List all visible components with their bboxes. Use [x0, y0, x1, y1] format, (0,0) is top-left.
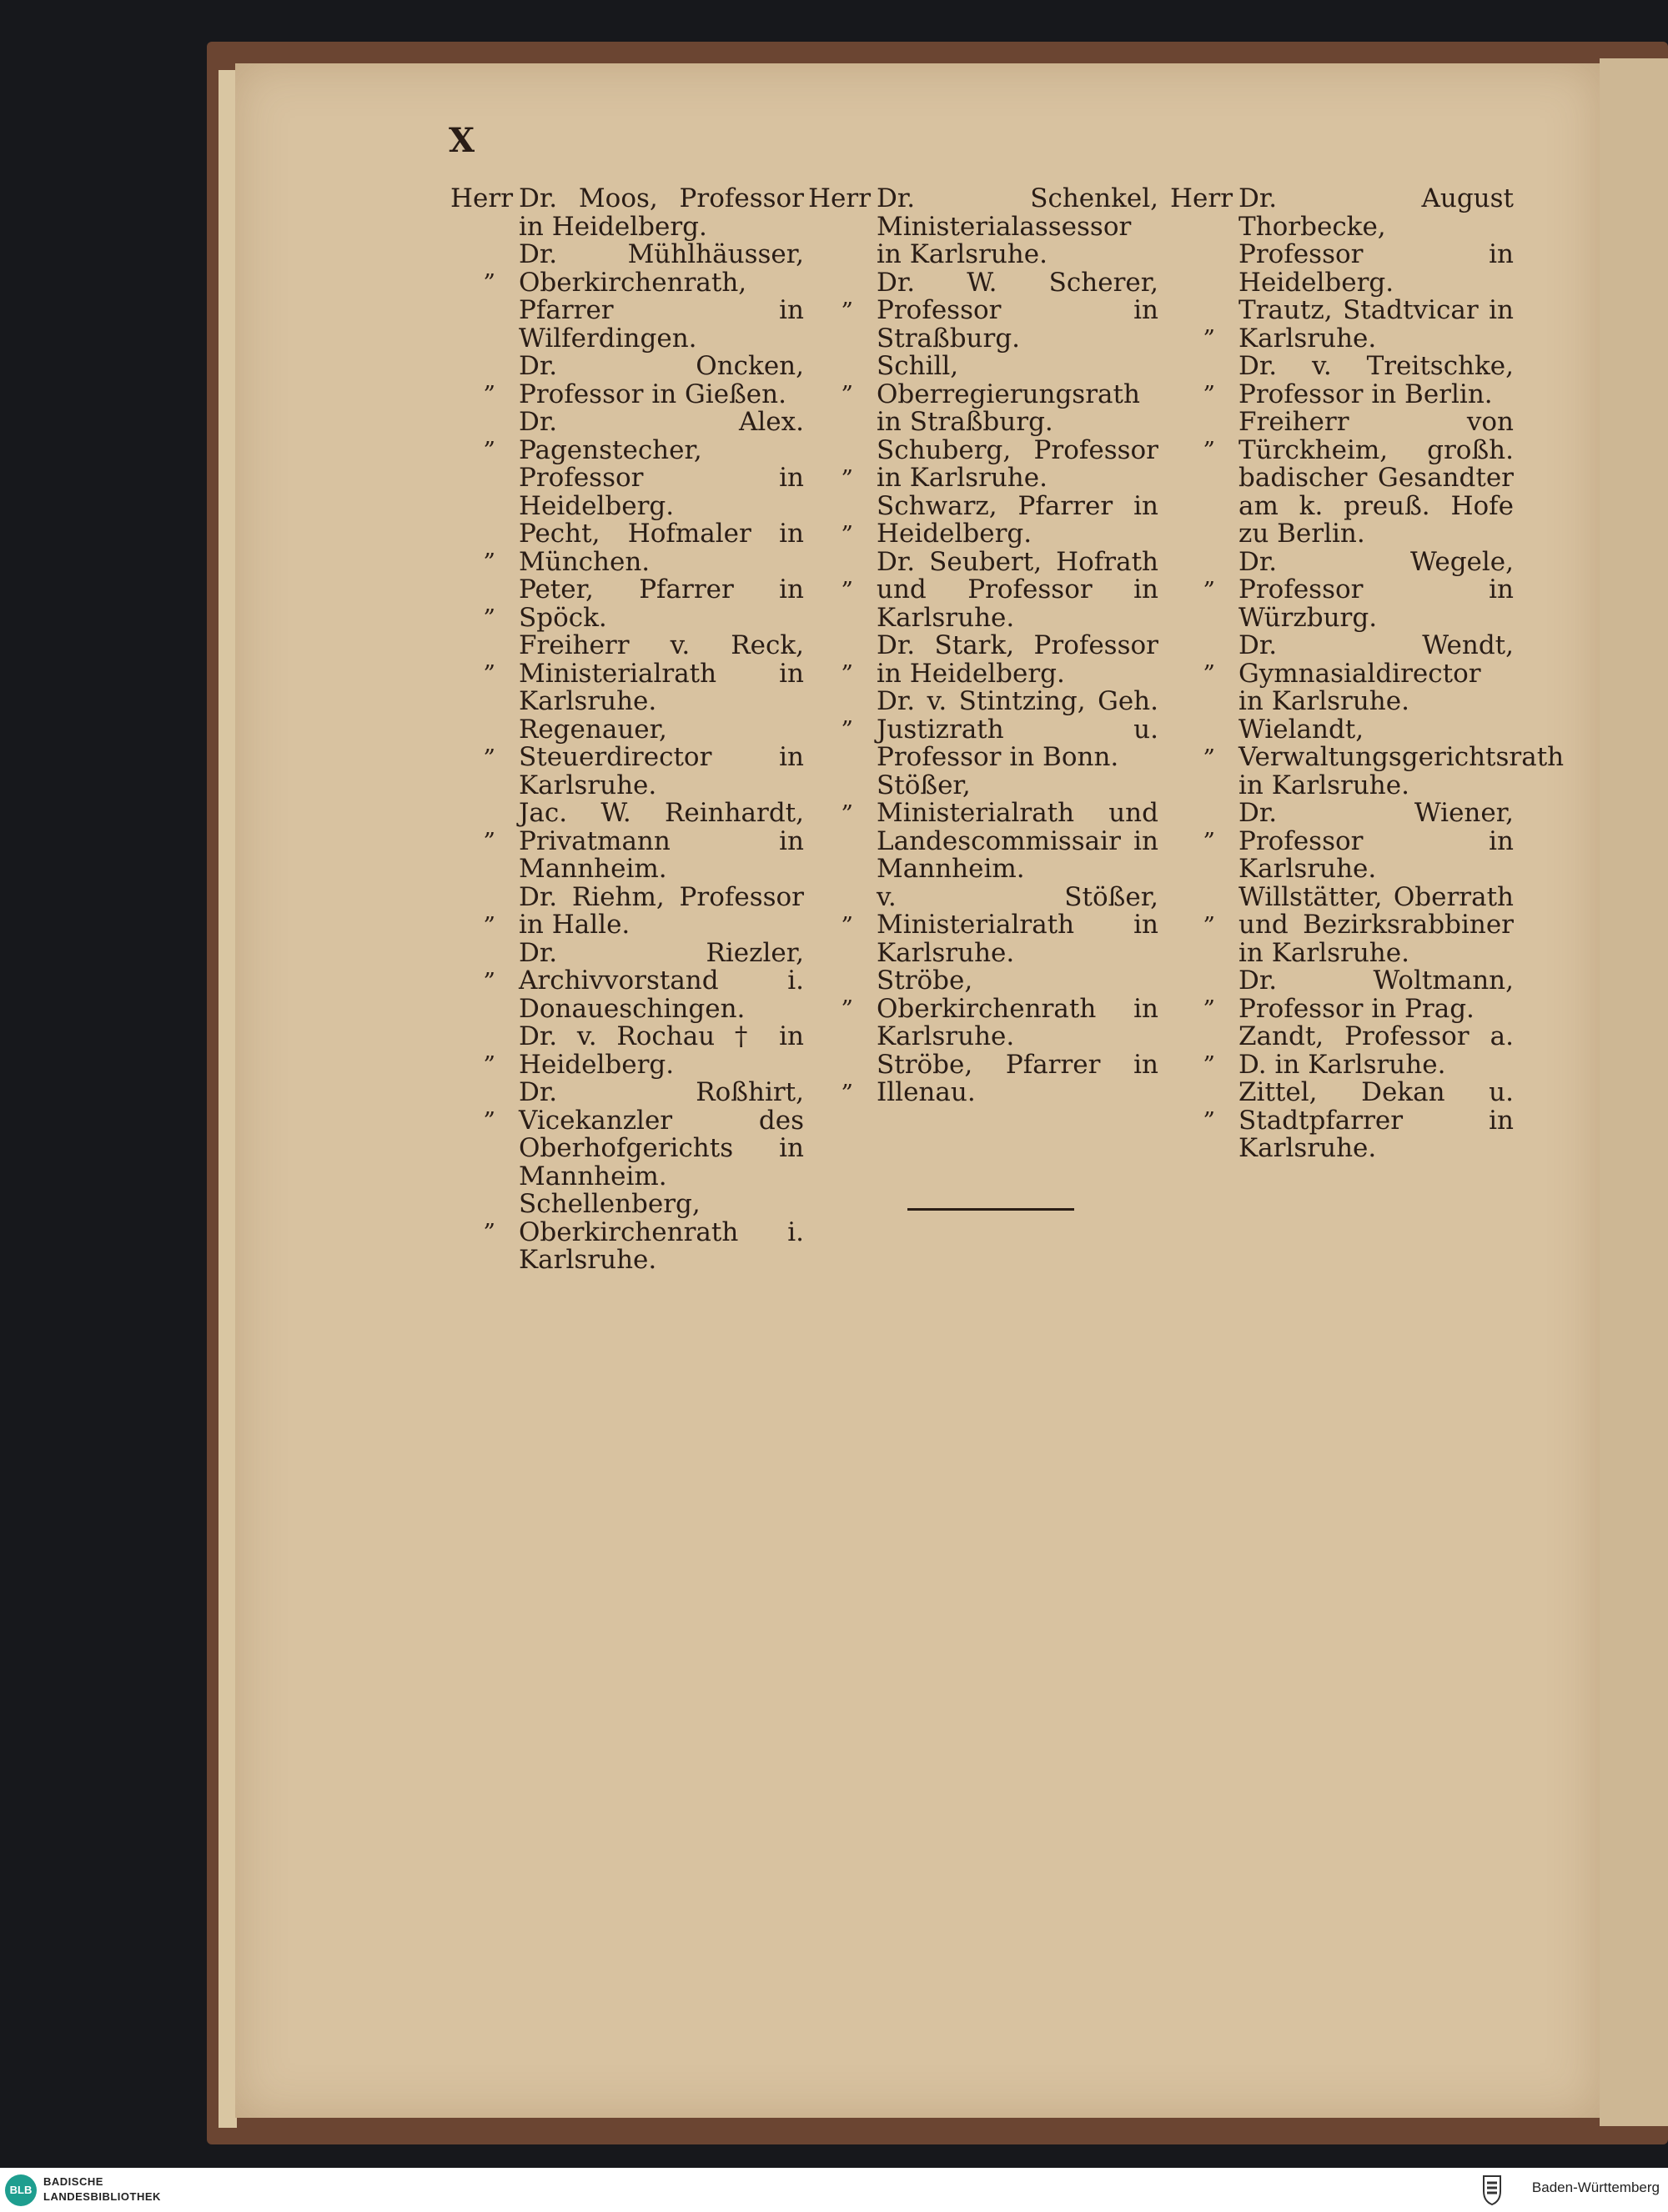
- entry-text: Dr. Wiener, Professor in Karlsruhe.: [1238, 798, 1514, 884]
- directory-entry: [450, 632, 804, 716]
- entry-text: Schill, Oberregierungsrath in Straßburg.: [877, 351, 1140, 437]
- directory-entry: [808, 772, 1158, 884]
- directory-entry: [450, 1023, 804, 1079]
- entry-text: Jac. W. Reinhardt, Privatmann in Mannheim.: [519, 798, 804, 884]
- entry-text: Dr. Wendt, Gymnasialdirector in Karlsruhe.: [1238, 630, 1514, 716]
- ditto-mark: „: [842, 1064, 854, 1092]
- entry-text: Dr. Riezler, Archivvorstand i. Donaueschingen.: [519, 937, 804, 1024]
- entry-text: Freiherr v. Reck, Ministerialrath in Karlsruhe.: [519, 630, 804, 716]
- directory-entry: [450, 241, 804, 353]
- facing-page-edge: [1600, 58, 1668, 2126]
- directory-entry: [450, 881, 804, 940]
- entry-text: Dr. W. Scherer, Professor in Straßburg.: [877, 267, 1158, 354]
- section-divider: [907, 1208, 1074, 1211]
- honorific-label: Herr: [808, 183, 872, 213]
- entry-text: Dr. v. Rochau † in Heidelberg.: [519, 1021, 804, 1080]
- directory-entry: [450, 185, 804, 241]
- directory-entry: [1170, 800, 1514, 884]
- directory-entry: [808, 688, 1158, 772]
- ditto-mark: „: [842, 981, 854, 1008]
- directory-entry: [1170, 714, 1565, 800]
- directory-entry: [808, 490, 1158, 549]
- entry-text: Dr. August Thorbecke, Professor in Heidelberg.: [1238, 183, 1514, 298]
- entry-text: Dr. v. Treitschke, Professor in Berlin.: [1238, 351, 1514, 409]
- ditto-mark: „: [484, 896, 496, 925]
- directory-entry: [808, 881, 1158, 968]
- directory-entry: [450, 409, 804, 520]
- blb-logo-icon[interactable]: BLB: [5, 2174, 37, 2206]
- ditto-mark: „: [1203, 645, 1216, 673]
- entry-text: Pecht, Hofmaler in München.: [519, 519, 804, 577]
- ditto-mark: „: [1203, 896, 1216, 925]
- ditto-mark: „: [484, 422, 496, 449]
- directory-entry: [1170, 967, 1514, 1023]
- directory-entry: [1170, 632, 1514, 716]
- entry-text: Dr. Oncken, Professor in Gießen.: [519, 351, 804, 409]
- ditto-mark: „: [484, 534, 496, 561]
- honorific-label: Herr: [450, 183, 514, 213]
- directory-entry: [808, 434, 1158, 493]
- entry-text: Dr. Schenkel, Ministerialassessor in Karlsruhe.: [877, 183, 1158, 269]
- state-coat-of-arms-icon: [1481, 2173, 1503, 2206]
- ditto-mark: „: [484, 1036, 496, 1064]
- ditto-mark: „: [1203, 366, 1216, 394]
- library-name: [43, 2174, 161, 2204]
- directory-entry: [1170, 546, 1514, 633]
- ditto-mark: „: [484, 1092, 496, 1120]
- directory-entry: [808, 967, 1158, 1051]
- state-label[interactable]: Baden-Württemberg: [1531, 2179, 1660, 2195]
- directory-entry: [1170, 297, 1514, 353]
- ditto-mark: „: [842, 449, 854, 478]
- ditto-mark: „: [1203, 729, 1216, 757]
- ditto-mark: „: [842, 785, 854, 813]
- entry-text: Schellenberg, Oberkirchenrath i. Karlsruhe.: [519, 1189, 804, 1275]
- directory-entry: [1170, 1079, 1514, 1163]
- ditto-mark: „: [1203, 813, 1216, 840]
- ditto-mark: „: [1203, 310, 1216, 338]
- ditto-mark: „: [484, 729, 496, 757]
- entry-text: Zandt, Professor a. D. in Karlsruhe.: [1238, 1021, 1514, 1080]
- directory-entry: [808, 632, 1158, 688]
- entry-text: Dr. Moos, Professor in Heidelberg.: [519, 183, 804, 242]
- entry-text: v. Stößer, Ministerialrath in Karlsruhe.: [877, 881, 1158, 968]
- entry-text: Regenauer, Steuerdirector in Karlsruhe.: [519, 714, 804, 800]
- entry-text: Schuberg, Professor in Karlsruhe.: [877, 434, 1158, 493]
- ditto-mark: „: [484, 254, 496, 282]
- entry-text: Trautz, Stadtvicar in Karlsruhe.: [1238, 295, 1514, 354]
- viewer-footer: [0, 2168, 1668, 2212]
- ditto-mark: „: [1203, 1092, 1216, 1120]
- ditto-mark: „: [842, 645, 854, 673]
- entry-text: Ströbe, Pfarrer in Illenau.: [877, 1049, 1158, 1107]
- entry-text: Dr. v. Stintzing, Geh. Justizrath u. Professor in Bonn.: [877, 686, 1158, 772]
- directory-entry: [450, 520, 804, 576]
- ditto-mark: „: [484, 1204, 496, 1231]
- library-name-line-1: BADISCHE: [43, 2175, 103, 2188]
- directory-entry: [450, 1191, 804, 1275]
- entry-text: Zittel, Dekan u. Stadtpfarrer in Karlsruhe.: [1238, 1077, 1514, 1163]
- entry-text: Dr. Stark, Professor in Heidelberg.: [877, 630, 1158, 689]
- directory-entry: [450, 353, 804, 409]
- entry-text: Wielandt, Verwaltungsgerichtsrath in Karlsruhe.: [1238, 714, 1565, 800]
- column-2: [808, 185, 1158, 1107]
- entry-text: Peter, Pfarrer in Spöck.: [519, 574, 804, 633]
- ditto-mark: „: [842, 366, 854, 394]
- directory-entry: [450, 1079, 804, 1191]
- page-number: X: [449, 121, 475, 160]
- board-edge: [219, 70, 237, 2128]
- directory-entry: [1170, 881, 1514, 968]
- entry-text: Dr. Woltmann, Professor in Prag.: [1238, 966, 1514, 1024]
- directory-entry: [808, 1051, 1158, 1107]
- entry-text: Dr. Wegele, Professor in Würzburg.: [1238, 546, 1514, 633]
- entry-text: Dr. Alex. Pagenstecher, Professor in Heidelberg.: [519, 407, 804, 521]
- column-3: [1170, 183, 1565, 1163]
- directory-entry: [808, 546, 1158, 633]
- ditto-mark: „: [842, 282, 854, 310]
- entry-text: Freiherr von Türckheim, großh. badischer Gesandter am k. preuß. Hofe zu Berlin.: [1238, 407, 1514, 549]
- directory-entry: [1170, 409, 1514, 549]
- ditto-mark: „: [842, 896, 854, 925]
- ditto-mark: „: [1203, 981, 1216, 1008]
- ditto-mark: „: [484, 589, 496, 617]
- entry-text: Schwarz, Pfarrer in Heidelberg.: [877, 490, 1158, 549]
- directory-entry: [1170, 1023, 1514, 1079]
- ditto-mark: „: [1203, 1036, 1216, 1064]
- library-name-line-2: LANDESBIBLIOTHEK: [43, 2190, 161, 2203]
- directory-entry: [450, 716, 804, 800]
- directory-entry: [450, 576, 804, 632]
- entry-text: Willstätter, Oberrath und Bezirksrabbiner in Karlsruhe.: [1238, 881, 1514, 968]
- entry-text: Dr. Mühlhäusser, Oberkirchenrath, Pfarrer in Wilferdingen.: [519, 239, 804, 354]
- ditto-mark: „: [484, 813, 496, 840]
- ditto-mark: „: [484, 645, 496, 673]
- ditto-mark: „: [484, 366, 496, 394]
- ditto-mark: „: [1203, 422, 1216, 449]
- directory-entry: [808, 269, 1158, 354]
- ditto-mark: „: [842, 701, 854, 729]
- entry-text: Ströbe, Oberkirchenrath in Karlsruhe.: [877, 966, 1158, 1051]
- directory-entry: [808, 185, 1158, 269]
- ditto-mark: „: [842, 561, 854, 589]
- entry-text: Dr. Riehm, Professor in Halle.: [519, 881, 804, 940]
- directory-entry: [450, 800, 804, 884]
- entry-text: Dr. Seubert, Hofrath und Professor in Karlsruhe.: [877, 546, 1158, 633]
- ditto-mark: „: [484, 952, 496, 981]
- directory-entry: [1170, 185, 1514, 297]
- honorific-label: Herr: [1170, 183, 1233, 213]
- entry-text: Stößer, Ministerialrath und Landescommissair in Mannheim.: [877, 770, 1158, 884]
- ditto-mark: „: [842, 505, 854, 534]
- directory-entry: [808, 353, 1158, 437]
- entry-text: Dr. Roßhirt, Vicekanzler des Oberhofgerichts in Mannheim.: [519, 1077, 804, 1191]
- ditto-mark: „: [1203, 561, 1216, 589]
- directory-entry: [1170, 353, 1514, 409]
- column-1: [450, 185, 804, 1275]
- directory-entry: [450, 937, 804, 1024]
